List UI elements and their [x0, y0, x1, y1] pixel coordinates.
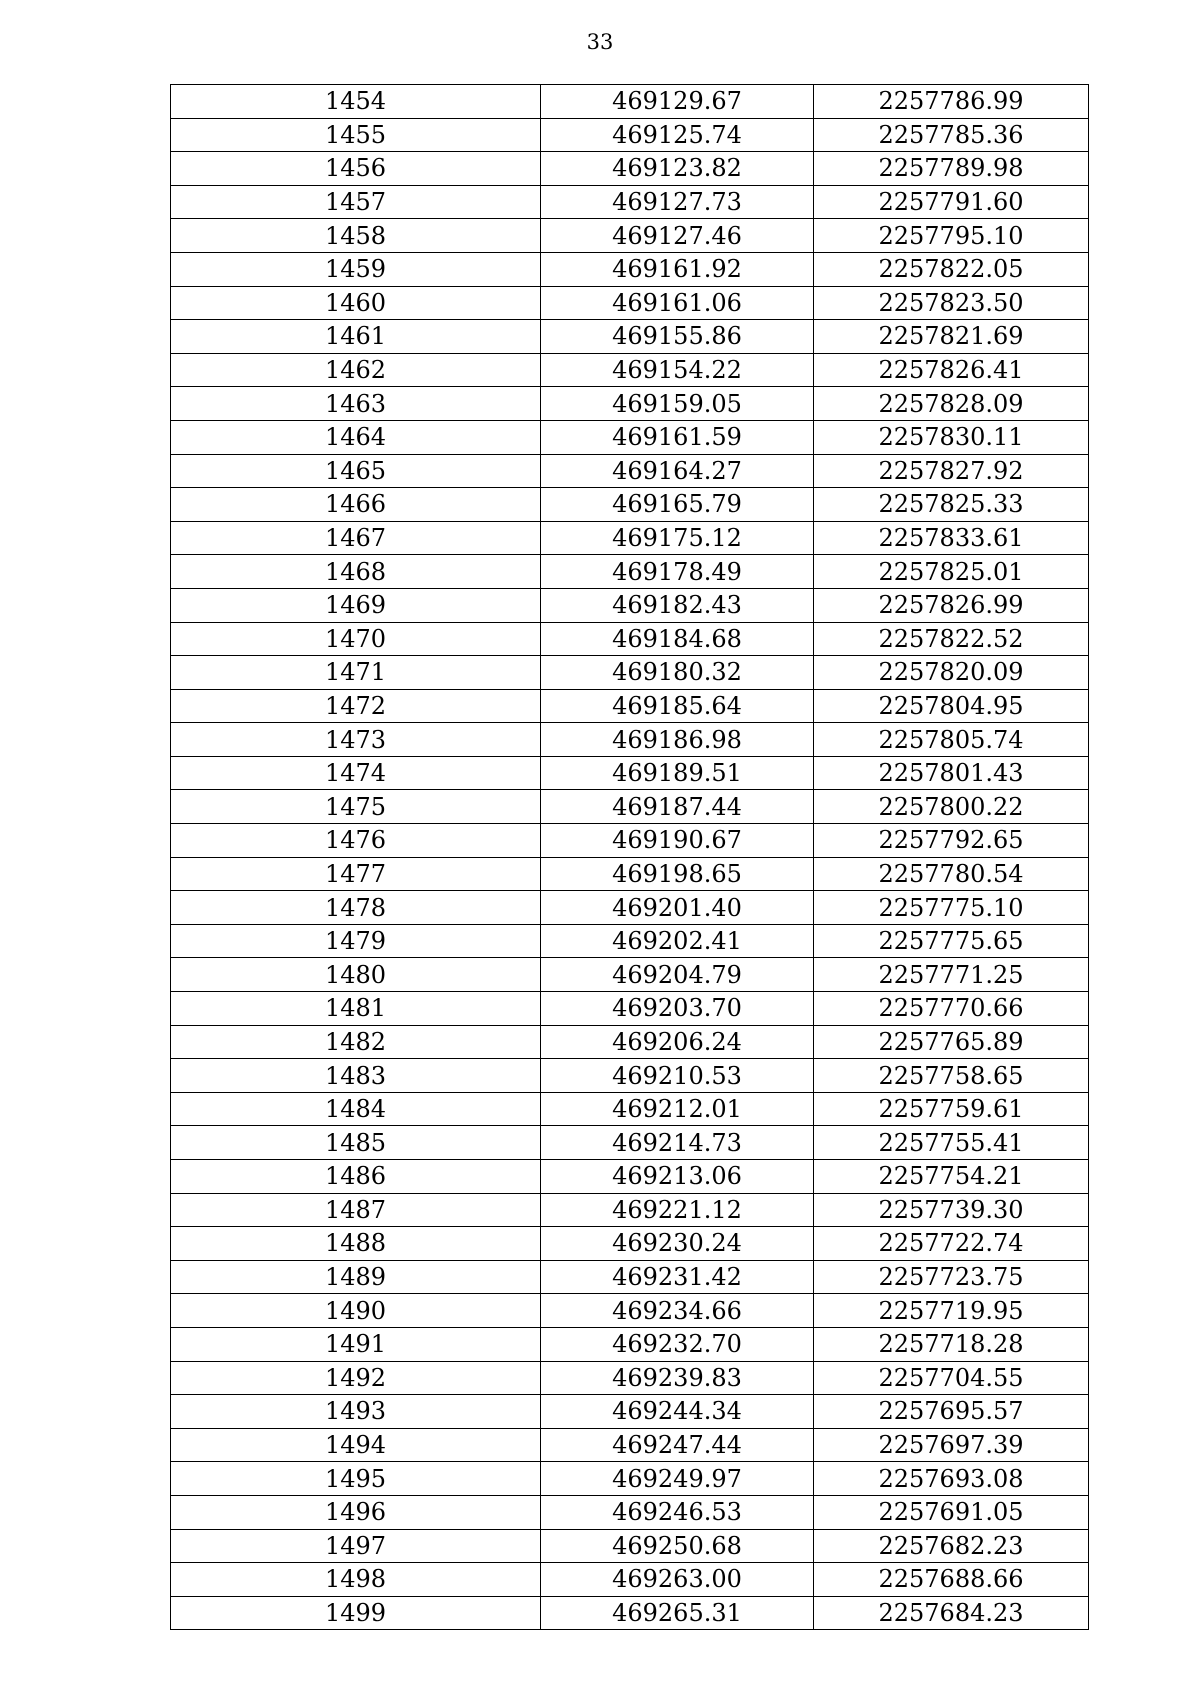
x-coordinate-cell: 469129.67	[541, 85, 814, 119]
point-number-cell: 1467	[171, 521, 541, 555]
y-coordinate-cell: 2257827.92	[814, 454, 1089, 488]
point-number-cell: 1493	[171, 1395, 541, 1429]
table-row	[171, 1126, 1089, 1160]
point-number-cell: 1485	[171, 1126, 541, 1160]
point-number-cell: 1464	[171, 420, 541, 454]
y-coordinate-cell: 2257682.23	[814, 1529, 1089, 1563]
table-row	[171, 1025, 1089, 1059]
point-number-cell: 1492	[171, 1361, 541, 1395]
table-row	[171, 219, 1089, 253]
table-row	[171, 723, 1089, 757]
x-coordinate-cell: 469190.67	[541, 824, 814, 858]
table-row	[171, 790, 1089, 824]
table-row	[171, 891, 1089, 925]
table-row	[171, 924, 1089, 958]
y-coordinate-cell: 2257695.57	[814, 1395, 1089, 1429]
point-number-cell: 1461	[171, 320, 541, 354]
y-coordinate-cell: 2257789.98	[814, 152, 1089, 186]
y-coordinate-cell: 2257801.43	[814, 756, 1089, 790]
x-coordinate-cell: 469127.73	[541, 185, 814, 219]
x-coordinate-cell: 469189.51	[541, 756, 814, 790]
table-row	[171, 1092, 1089, 1126]
table-row	[171, 857, 1089, 891]
point-number-cell: 1481	[171, 992, 541, 1026]
y-coordinate-cell: 2257723.75	[814, 1260, 1089, 1294]
y-coordinate-cell: 2257825.01	[814, 555, 1089, 589]
table-row	[171, 1428, 1089, 1462]
table-row	[171, 1260, 1089, 1294]
x-coordinate-cell: 469249.97	[541, 1462, 814, 1496]
y-coordinate-cell: 2257759.61	[814, 1092, 1089, 1126]
y-coordinate-cell: 2257691.05	[814, 1495, 1089, 1529]
y-coordinate-cell: 2257786.99	[814, 85, 1089, 119]
point-number-cell: 1456	[171, 152, 541, 186]
x-coordinate-cell: 469210.53	[541, 1059, 814, 1093]
point-number-cell: 1471	[171, 656, 541, 690]
point-number-cell: 1460	[171, 286, 541, 320]
table-row	[171, 185, 1089, 219]
table-row	[171, 958, 1089, 992]
point-number-cell: 1479	[171, 924, 541, 958]
y-coordinate-cell: 2257684.23	[814, 1596, 1089, 1630]
y-coordinate-cell: 2257822.05	[814, 252, 1089, 286]
y-coordinate-cell: 2257718.28	[814, 1327, 1089, 1361]
y-coordinate-cell: 2257739.30	[814, 1193, 1089, 1227]
x-coordinate-cell: 469212.01	[541, 1092, 814, 1126]
y-coordinate-cell: 2257697.39	[814, 1428, 1089, 1462]
y-coordinate-cell: 2257795.10	[814, 219, 1089, 253]
coordinates-table	[170, 84, 1089, 1630]
point-number-cell: 1457	[171, 185, 541, 219]
y-coordinate-cell: 2257800.22	[814, 790, 1089, 824]
table-row	[171, 152, 1089, 186]
table-row	[171, 1462, 1089, 1496]
point-number-cell: 1482	[171, 1025, 541, 1059]
x-coordinate-cell: 469186.98	[541, 723, 814, 757]
point-number-cell: 1466	[171, 488, 541, 522]
y-coordinate-cell: 2257826.99	[814, 588, 1089, 622]
table-row	[171, 1563, 1089, 1597]
point-number-cell: 1473	[171, 723, 541, 757]
table-row	[171, 1495, 1089, 1529]
point-number-cell: 1499	[171, 1596, 541, 1630]
point-number-cell: 1468	[171, 555, 541, 589]
table-row	[171, 521, 1089, 555]
table-row	[171, 1059, 1089, 1093]
x-coordinate-cell: 469187.44	[541, 790, 814, 824]
point-number-cell: 1480	[171, 958, 541, 992]
x-coordinate-cell: 469175.12	[541, 521, 814, 555]
y-coordinate-cell: 2257805.74	[814, 723, 1089, 757]
point-number-cell: 1490	[171, 1294, 541, 1328]
point-number-cell: 1470	[171, 622, 541, 656]
y-coordinate-cell: 2257770.66	[814, 992, 1089, 1026]
table-row	[171, 252, 1089, 286]
y-coordinate-cell: 2257755.41	[814, 1126, 1089, 1160]
table-row	[171, 1327, 1089, 1361]
point-number-cell: 1497	[171, 1529, 541, 1563]
table-row	[171, 1596, 1089, 1630]
table-row	[171, 85, 1089, 119]
table-row	[171, 1294, 1089, 1328]
y-coordinate-cell: 2257775.65	[814, 924, 1089, 958]
y-coordinate-cell: 2257825.33	[814, 488, 1089, 522]
table-row	[171, 118, 1089, 152]
x-coordinate-cell: 469206.24	[541, 1025, 814, 1059]
point-number-cell: 1488	[171, 1227, 541, 1261]
table-row	[171, 1395, 1089, 1429]
y-coordinate-cell: 2257704.55	[814, 1361, 1089, 1395]
x-coordinate-cell: 469155.86	[541, 320, 814, 354]
x-coordinate-cell: 469164.27	[541, 454, 814, 488]
x-coordinate-cell: 469232.70	[541, 1327, 814, 1361]
x-coordinate-cell: 469161.59	[541, 420, 814, 454]
y-coordinate-cell: 2257828.09	[814, 387, 1089, 421]
x-coordinate-cell: 469231.42	[541, 1260, 814, 1294]
x-coordinate-cell: 469154.22	[541, 353, 814, 387]
table-row	[171, 420, 1089, 454]
y-coordinate-cell: 2257719.95	[814, 1294, 1089, 1328]
table-row	[171, 286, 1089, 320]
point-number-cell: 1484	[171, 1092, 541, 1126]
point-number-cell: 1491	[171, 1327, 541, 1361]
y-coordinate-cell: 2257830.11	[814, 420, 1089, 454]
table-row	[171, 992, 1089, 1026]
y-coordinate-cell: 2257822.52	[814, 622, 1089, 656]
coordinates-table-body	[171, 85, 1089, 1630]
table-row	[171, 1529, 1089, 1563]
x-coordinate-cell: 469263.00	[541, 1563, 814, 1597]
table-row	[171, 1160, 1089, 1194]
y-coordinate-cell: 2257780.54	[814, 857, 1089, 891]
point-number-cell: 1496	[171, 1495, 541, 1529]
point-number-cell: 1475	[171, 790, 541, 824]
point-number-cell: 1469	[171, 588, 541, 622]
y-coordinate-cell: 2257826.41	[814, 353, 1089, 387]
y-coordinate-cell: 2257823.50	[814, 286, 1089, 320]
point-number-cell: 1495	[171, 1462, 541, 1496]
point-number-cell: 1472	[171, 689, 541, 723]
point-number-cell: 1489	[171, 1260, 541, 1294]
x-coordinate-cell: 469247.44	[541, 1428, 814, 1462]
x-coordinate-cell: 469214.73	[541, 1126, 814, 1160]
table-row	[171, 488, 1089, 522]
point-number-cell: 1498	[171, 1563, 541, 1597]
y-coordinate-cell: 2257820.09	[814, 656, 1089, 690]
x-coordinate-cell: 469201.40	[541, 891, 814, 925]
table-row	[171, 756, 1089, 790]
y-coordinate-cell: 2257791.60	[814, 185, 1089, 219]
table-row	[171, 622, 1089, 656]
page-number: 33	[586, 30, 614, 54]
x-coordinate-cell: 469123.82	[541, 152, 814, 186]
x-coordinate-cell: 469265.31	[541, 1596, 814, 1630]
x-coordinate-cell: 469165.79	[541, 488, 814, 522]
y-coordinate-cell: 2257688.66	[814, 1563, 1089, 1597]
x-coordinate-cell: 469127.46	[541, 219, 814, 253]
point-number-cell: 1474	[171, 756, 541, 790]
table-row	[171, 588, 1089, 622]
x-coordinate-cell: 469184.68	[541, 622, 814, 656]
point-number-cell: 1458	[171, 219, 541, 253]
table-row	[171, 1193, 1089, 1227]
x-coordinate-cell: 469159.05	[541, 387, 814, 421]
x-coordinate-cell: 469239.83	[541, 1361, 814, 1395]
table-row	[171, 1361, 1089, 1395]
x-coordinate-cell: 469125.74	[541, 118, 814, 152]
x-coordinate-cell: 469180.32	[541, 656, 814, 690]
x-coordinate-cell: 469221.12	[541, 1193, 814, 1227]
y-coordinate-cell: 2257722.74	[814, 1227, 1089, 1261]
y-coordinate-cell: 2257785.36	[814, 118, 1089, 152]
point-number-cell: 1465	[171, 454, 541, 488]
x-coordinate-cell: 469234.66	[541, 1294, 814, 1328]
y-coordinate-cell: 2257771.25	[814, 958, 1089, 992]
point-number-cell: 1455	[171, 118, 541, 152]
y-coordinate-cell: 2257792.65	[814, 824, 1089, 858]
x-coordinate-cell: 469203.70	[541, 992, 814, 1026]
point-number-cell: 1483	[171, 1059, 541, 1093]
point-number-cell: 1477	[171, 857, 541, 891]
point-number-cell: 1463	[171, 387, 541, 421]
table-row	[171, 824, 1089, 858]
x-coordinate-cell: 469198.65	[541, 857, 814, 891]
table-row	[171, 555, 1089, 589]
point-number-cell: 1478	[171, 891, 541, 925]
y-coordinate-cell: 2257833.61	[814, 521, 1089, 555]
point-number-cell: 1454	[171, 85, 541, 119]
x-coordinate-cell: 469178.49	[541, 555, 814, 589]
x-coordinate-cell: 469213.06	[541, 1160, 814, 1194]
table-row	[171, 454, 1089, 488]
y-coordinate-cell: 2257754.21	[814, 1160, 1089, 1194]
x-coordinate-cell: 469244.34	[541, 1395, 814, 1429]
table-row	[171, 387, 1089, 421]
table-row	[171, 1227, 1089, 1261]
point-number-cell: 1486	[171, 1160, 541, 1194]
y-coordinate-cell: 2257765.89	[814, 1025, 1089, 1059]
x-coordinate-cell: 469182.43	[541, 588, 814, 622]
point-number-cell: 1494	[171, 1428, 541, 1462]
x-coordinate-cell: 469185.64	[541, 689, 814, 723]
y-coordinate-cell: 2257775.10	[814, 891, 1089, 925]
x-coordinate-cell: 469161.06	[541, 286, 814, 320]
table-row	[171, 689, 1089, 723]
x-coordinate-cell: 469230.24	[541, 1227, 814, 1261]
point-number-cell: 1487	[171, 1193, 541, 1227]
x-coordinate-cell: 469202.41	[541, 924, 814, 958]
x-coordinate-cell: 469161.92	[541, 252, 814, 286]
point-number-cell: 1459	[171, 252, 541, 286]
y-coordinate-cell: 2257804.95	[814, 689, 1089, 723]
table-row	[171, 656, 1089, 690]
x-coordinate-cell: 469246.53	[541, 1495, 814, 1529]
x-coordinate-cell: 469250.68	[541, 1529, 814, 1563]
y-coordinate-cell: 2257693.08	[814, 1462, 1089, 1496]
x-coordinate-cell: 469204.79	[541, 958, 814, 992]
y-coordinate-cell: 2257821.69	[814, 320, 1089, 354]
point-number-cell: 1462	[171, 353, 541, 387]
table-row	[171, 320, 1089, 354]
table-row	[171, 353, 1089, 387]
y-coordinate-cell: 2257758.65	[814, 1059, 1089, 1093]
point-number-cell: 1476	[171, 824, 541, 858]
